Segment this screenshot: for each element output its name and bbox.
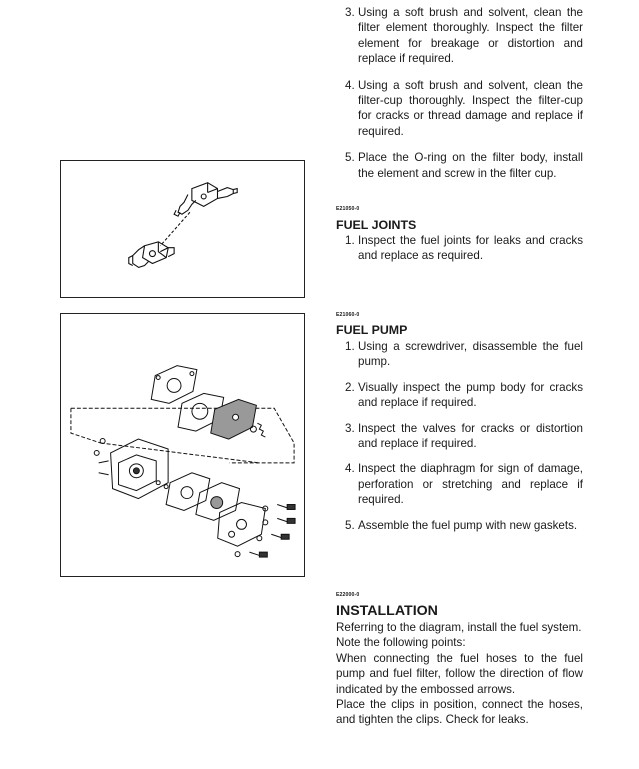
list-item (336, 380, 583, 411)
installation-body (336, 620, 583, 728)
section-heading-installation: INSTALLATION (336, 603, 438, 619)
step-text: Inspect the fuel joints for leaks and cracks and replace as required. (358, 234, 583, 263)
filter-steps-list (336, 5, 583, 181)
list-item (336, 150, 583, 181)
step-text: Using a soft brush and solvent, clean the filter element thoroughly. Inspect the filter element for breakage or distortion and replace if required. (358, 6, 583, 66)
fuel-joint-illustration (61, 161, 304, 297)
list-item (336, 233, 583, 264)
fuel-joint-figure (60, 160, 305, 298)
fuel-pump-steps-list (336, 339, 583, 533)
paragraph: Place the clips in position, connect the hoses, and tighten the clips. Check for leaks. (336, 698, 583, 727)
step-number: 3. (345, 421, 355, 435)
paragraph: When connecting the fuel hoses to the fuel pump and fuel filter, follow the direction of flow indicated by the embossed arrows. (336, 651, 583, 696)
section-code: E22000-0 (336, 592, 360, 598)
list-item (336, 339, 583, 370)
fuel-pump-section (336, 339, 583, 533)
section-heading-fuel-joints: FUEL JOINTS (336, 218, 417, 232)
fuel-pump-figure (60, 313, 305, 577)
step-text: Assemble the fuel pump with new gaskets. (358, 518, 578, 532)
step-number: 2. (345, 380, 355, 394)
step-text: Using a screwdriver, disassemble the fuel pump. (358, 340, 583, 369)
step-text: Place the O-ring on the filter body, install the element and screw in the filter cup. (358, 151, 583, 180)
list-item (336, 461, 583, 507)
fuel-joints-section (336, 233, 583, 264)
list-item (336, 78, 583, 140)
filter-steps-section (336, 5, 583, 181)
list-item (336, 421, 583, 452)
list-item (336, 5, 583, 67)
section-code: E21050-0 (336, 206, 360, 212)
step-number: 1. (345, 234, 355, 247)
step-number: 4. (345, 78, 355, 92)
paragraph: Note the following points: (336, 636, 466, 650)
step-number: 1. (345, 340, 355, 353)
list-item (336, 518, 583, 533)
step-number: 5. (345, 518, 355, 532)
fuel-joints-steps-list (336, 233, 583, 264)
step-number: 3. (345, 6, 355, 19)
step-number: 4. (345, 462, 355, 476)
step-text: Using a soft brush and solvent, clean the filter-cup thoroughly. Inspect the filter-cup for cracks or thread damage and replace if required. (358, 78, 583, 138)
step-text: Inspect the valves for cracks or distortion and replace if required. (358, 421, 583, 451)
section-heading-fuel-pump: FUEL PUMP (336, 323, 408, 337)
fuel-pump-exploded-diagram (61, 314, 304, 576)
step-text: Visually inspect the pump body for cracks and replace if required. (358, 380, 583, 410)
paragraph: Referring to the diagram, install the fuel system. (336, 621, 582, 634)
section-code: E21060-0 (336, 312, 360, 318)
step-number: 5. (345, 151, 355, 165)
step-text: Inspect the diaphragm for sign of damage, perforation or stretching and replace if required. (358, 462, 583, 507)
